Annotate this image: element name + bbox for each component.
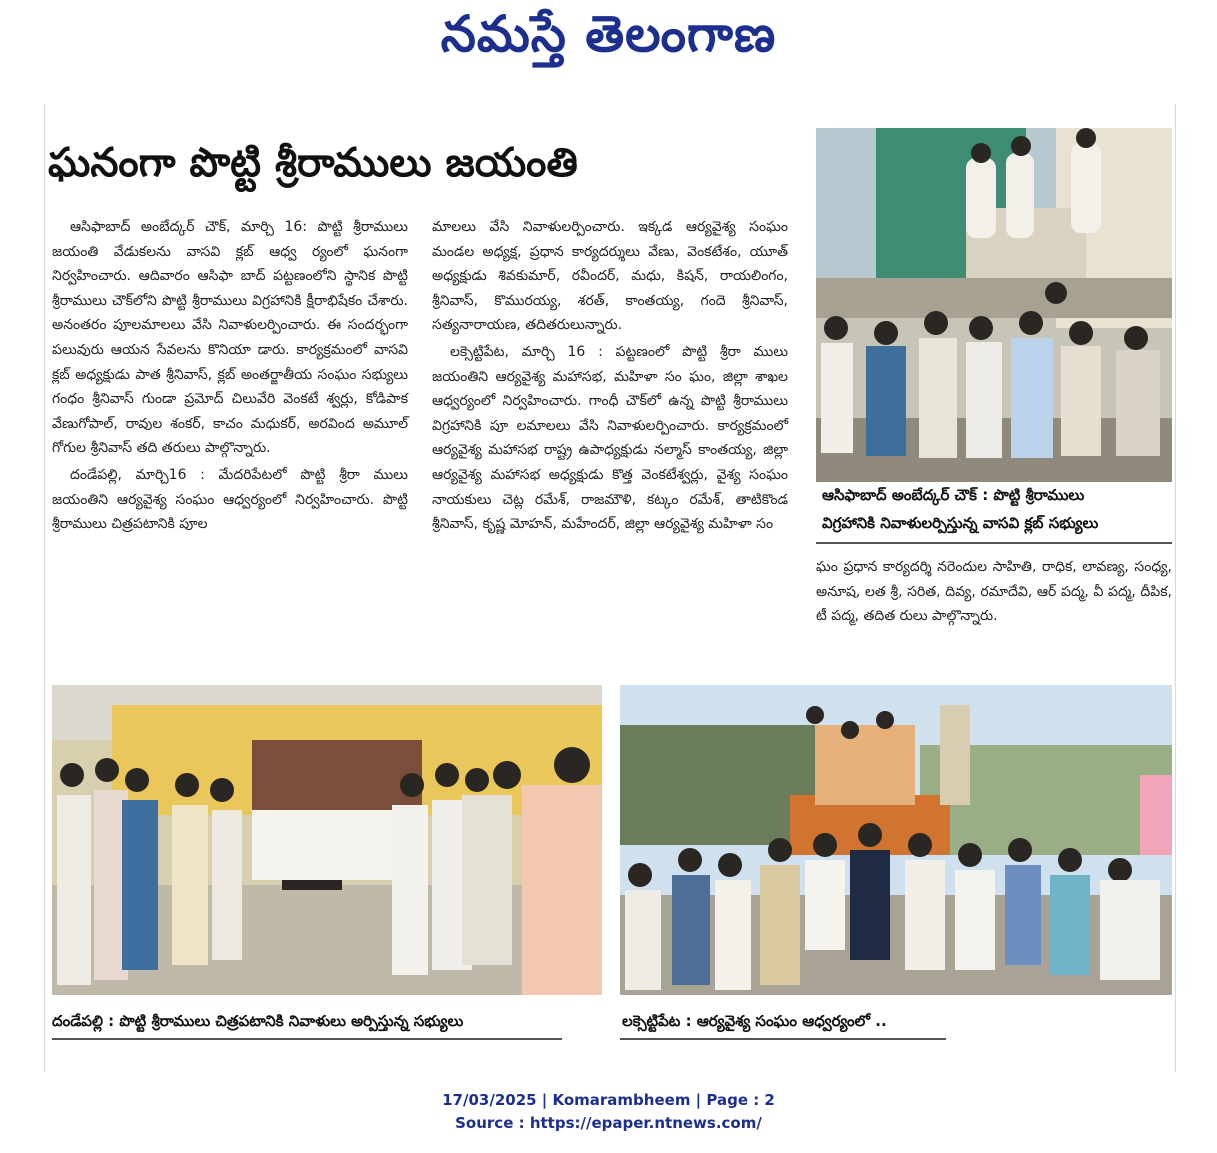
caption-underline (52, 1038, 562, 1040)
newspaper-title: నమస్తే తెలంగాణ (440, 4, 777, 63)
article-paragraph: లక్సెట్టిపేట, మార్చి 16 : పట్టణంలో పొట్టి శ్రీరా ములు జయంతిని ఆర్యవైశ్య మహాసభ, మహిళా సం ఘం, జిల్లా శాఖల ఆధ్వర్యంలో నిర్వహించారు. గాంధీ చౌక్‌లో ఉన్న పొట్టి శ్రీరాములు విగ్రహానికి పూ లమాలలు వేసి నివాళులర్పించారు. కార్యక్రమంలో ఆర్యవైశ్య మహాసభ రాష్ట్ర ఉపాధ్యక్షుడు నల్మాస్ కాంతయ్య, జిల్లా ఆర్యవైశ్య మహాసభ అధ్యక్షుడు కొత్త వెంకటేశ్వర్లు, వైశ్య సంఘం నాయకులు చెట్ల రమేశ్, రాజమౌళి, కట్కం రమేశ్, తాటికొండ శ్రీనివాస్, కృష్ణ మోహన్, మహేందర్, జిల్లా ఆర్యవైశ్య మహిళా సం (432, 343, 788, 533)
photo-luxettipet-gathering (620, 685, 1172, 995)
article-column-2 (432, 215, 788, 663)
article-paragraph: దండేపల్లి, మార్చి16 : మేదరిపేటలో పొట్టి శ్రీరా ములు జయంతిని ఆర్యవైశ్య సంఘం ఆధ్వర్యంలో నిర్వహించారు. పొట్టి శ్రీరాములు చిత్రపటానికి పూల (52, 466, 408, 533)
caption-asifabad-line2: విగ్రహానికి నివాళులర్పిస్తున్న వాసవి క్లబ్ సభ్యులు (822, 514, 1099, 532)
photo-placeholder-image (816, 128, 1172, 482)
caption-underline (816, 542, 1172, 544)
article-paragraph: మాలలు వేసి నివాళులర్పించారు. ఇక్కడ ఆర్యవైశ్య సంఘం మండల అధ్యక్ష, ప్రధాన కార్యదర్శులు వేణు, వెంకటేశం, యూత్ అధ్యక్షుడు శివకుమార్, రవీందర్, మధు, కిషన్, రాయలింగం, శ్రీనివాస్, కొమురయ్య, శరత్, కాంతయ్య, గందె శ్రీనివాస్, సత్యనారాయణ, తదితరులున్నారు. (432, 219, 788, 334)
masthead (0, 0, 1217, 80)
article-headline: ఘనంగా పొట్టి శ్రీరాములు జయంతి (48, 140, 578, 186)
photo-placeholder-image (620, 685, 1172, 995)
frame-left-rule (44, 104, 45, 1072)
article-paragraph: ఘం ప్రధాన కార్యదర్శి నరెందుల సాహితి, రాధిక, లావణ్య, సంధ్య, అనూష, లత శ్రీ, సరిత, దివ్య, రమాదేవి, ఆర్ పద్మ, వీ పద్మ, దీపిక, టీ పద్మ, తదిత రులు పాల్గొన్నారు. (816, 559, 1172, 625)
photo-dandepalli-group (52, 685, 602, 995)
caption-dandepalli: దండేపల్లి : పొట్టి శ్రీరాములు చిత్రపటానికి నివాళులు అర్పిస్తున్న సభ్యులు (52, 1012, 464, 1030)
article-column-3 (816, 555, 1172, 665)
article-column-1 (52, 215, 408, 663)
caption-asifabad-line1: ఆసిఫాబాద్ అంబేద్కర్ చౌక్ : పొట్టి శ్రీరాములు (822, 486, 1085, 504)
photo-asifabad-statue-tribute (816, 128, 1172, 482)
article-paragraph: ఆసిఫాబాద్ అంబేద్కర్ చౌక్, మార్చి 16: పొట్టి శ్రీరాములు జయంతి వేడుకలను వాసవి క్లబ్ ఆధ్వ ర్యంలో ఘనంగా నిర్వహించారు. ఆదివారం ఆసిఫా బాద్ పట్టణంలోని స్థానిక పొట్టి శ్రీరాములు చౌక్‌లోని పొట్టి శ్రీరాములు విగ్రహానికి క్షీరాభిషేకం చేశారు. అనంతరం పూలమాలలు వేసి నివాళులర్పించారు. ఈ సందర్భంగా పలువురు ఆయన సేవలను కొనియా డారు. కార్యక్రమంలో వాసవి క్లబ్ అధ్యక్షుడు పాత శ్రీనివాస్, క్లబ్ అంతర్జాతీయ సంఘం సభ్యులు గంధం శ్రీనివాస్ గుండా ప్రమోద్ చిలువేరి వెంకటే శ్వర్లు, కోడిపాక వేణుగోపాల్, రావుల శంకర్, కాచం మధుకర్, అరవింద అమూల్ గోగుల శ్రీనివాస్ తది తరులు పాల్గొన్నారు. (52, 219, 408, 457)
footer-source: Source : https://epaper.ntnews.com/ (455, 1114, 762, 1132)
frame-right-rule (1175, 104, 1176, 1072)
footer-date-edition-page: 17/03/2025 | Komarambheem | Page : 2 (442, 1091, 775, 1109)
caption-luxettipet: లక్సెట్టిపేట : ఆర్యవైశ్య సంఘం ఆధ్వర్యంలో .. (622, 1012, 887, 1030)
caption-underline (620, 1038, 946, 1040)
photo-placeholder-image (52, 685, 602, 995)
